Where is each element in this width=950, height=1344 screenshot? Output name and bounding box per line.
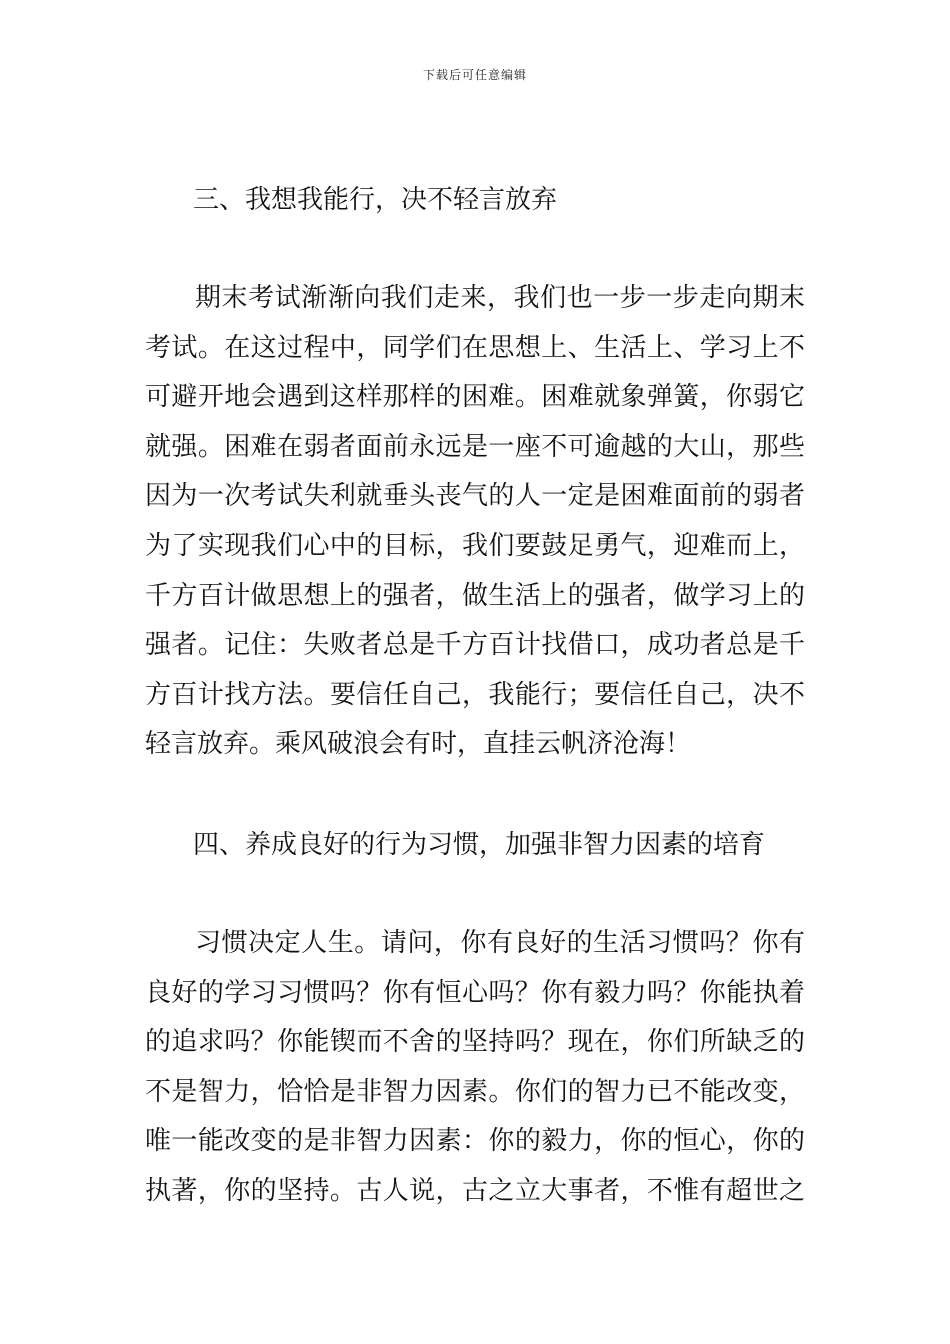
paragraph-line: 可避开地会遇到这样那样的困难。困难就象弹簧，你弱它 — [145, 382, 805, 413]
section-4-heading: 四、养成良好的行为习惯，加强非智力因素的培育 — [193, 830, 766, 860]
paragraph-line: 习惯决定人生。请问，你有良好的生活习惯吗？你有 — [195, 928, 805, 958]
page-header-note: 下载后可任意编辑 — [422, 68, 527, 82]
section-3-heading: 三、我想我能行，决不轻言放弃 — [193, 185, 558, 215]
paragraph-line: 千方百计做思想上的强者，做生活上的强者，做学习上的 — [145, 580, 805, 611]
paragraph-line: 因为一次考试失利就垂头丧气的人一定是困难面前的弱者 — [145, 481, 805, 512]
paragraph-line: 考试。在这过程中，同学们在思想上、生活上、学习上不 — [145, 332, 805, 363]
paragraph-line: 执著，你的坚持。古人说，古之立大事者，不惟有超世之 — [145, 1175, 805, 1206]
paragraph-line: 期末考试渐渐向我们走来，我们也一步一步走向期末 — [195, 283, 805, 313]
paragraph-line: 良好的学习习惯吗？你有恒心吗？你有毅力吗？你能执着 — [145, 977, 805, 1008]
paragraph-line: 不是智力，恰恰是非智力因素。你们的智力已不能改变， — [145, 1076, 805, 1107]
paragraph-line: 强者。记住：失败者总是千方百计找借口，成功者总是千 — [145, 630, 805, 661]
paragraph-line: 轻言放弃。乘风破浪会有时，直挂云帆济沧海！ — [145, 729, 692, 760]
section-4-paragraph — [145, 919, 805, 1217]
paragraph-line: 为了实现我们心中的目标，我们要鼓足勇气，迎难而上， — [145, 530, 805, 561]
section-3-paragraph — [145, 274, 805, 770]
paragraph-line: 方百计找方法。要信任自己，我能行；要信任自己，决不 — [145, 679, 805, 710]
paragraph-line: 唯一能改变的是非智力因素：你的毅力，你的恒心，你的 — [145, 1126, 805, 1157]
paragraph-line: 就强。困难在弱者面前永远是一座不可逾越的大山，那些 — [145, 431, 805, 462]
paragraph-line: 的追求吗？你能锲而不舍的坚持吗？现在，你们所缺乏的 — [145, 1027, 805, 1058]
